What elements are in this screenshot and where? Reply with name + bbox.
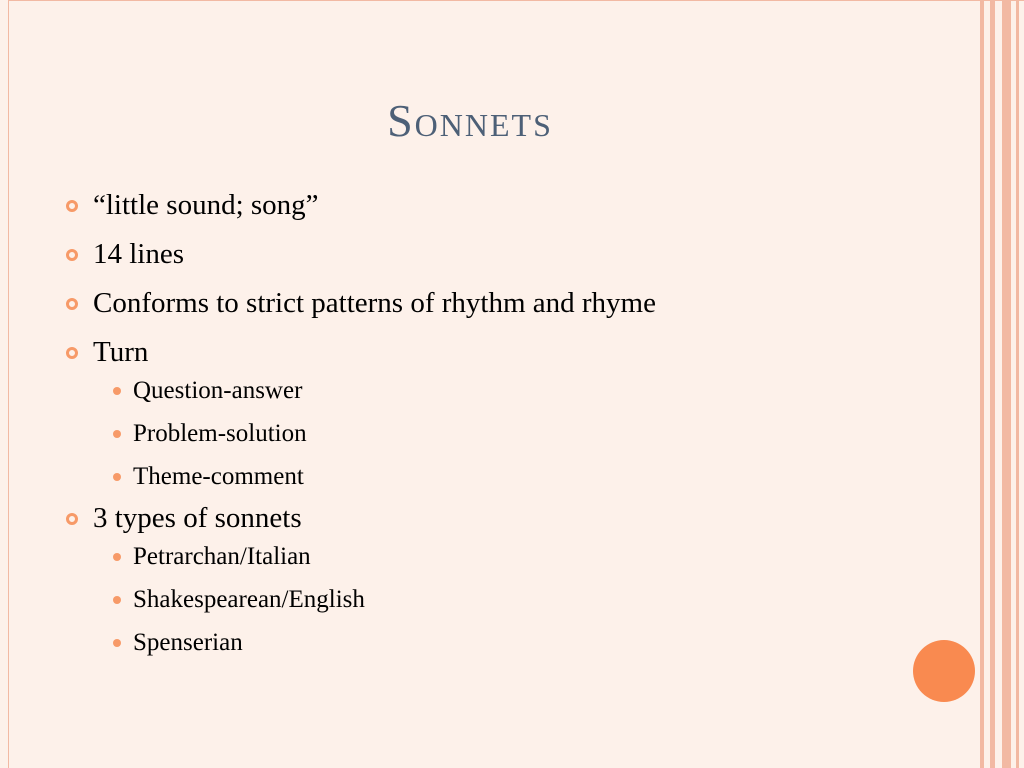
sub-bullet-text: Shakespearean/English [133, 586, 365, 613]
stripe [1002, 0, 1011, 768]
sub-bullet-text: Spenserian [133, 629, 243, 656]
dot-bullet-icon [113, 430, 121, 438]
ring-bullet-icon [66, 513, 78, 525]
ring-bullet-icon [66, 200, 78, 212]
sub-bullet-item [93, 419, 926, 449]
dot-bullet-icon [113, 553, 121, 561]
sub-bullet-item [93, 542, 926, 572]
decorative-circle [913, 640, 975, 702]
stripe [1016, 0, 1019, 768]
sub-bullet-item [93, 585, 926, 615]
bullet-item [66, 286, 926, 320]
bullet-item [66, 188, 926, 222]
sub-bullet-text: Question-answer [133, 377, 303, 404]
bullet-text: Conforms to strict patterns of rhythm and rhyme [93, 287, 656, 319]
sub-bullet-item [93, 628, 926, 658]
ring-bullet-icon [66, 347, 78, 359]
slide-title: Sonnets [387, 95, 553, 146]
bullet-text: 3 types of sonnets [93, 502, 302, 534]
bullet-list [66, 188, 926, 667]
bullet-item [66, 501, 926, 658]
dot-bullet-icon [113, 387, 121, 395]
ring-bullet-icon [66, 298, 78, 310]
stripe [990, 0, 995, 768]
sub-bullet-list [93, 542, 926, 658]
bullet-item [66, 237, 926, 271]
bullet-item [66, 335, 926, 492]
bullet-text: “little sound; song” [93, 189, 319, 221]
stripe [980, 0, 984, 768]
sub-bullet-text: Petrarchan/Italian [133, 543, 311, 570]
sub-bullet-text: Theme-comment [133, 463, 304, 490]
decorative-stripes [978, 0, 1024, 768]
slide-top-border [8, 0, 1024, 1]
sub-bullet-list [93, 376, 926, 492]
ring-bullet-icon [66, 249, 78, 261]
sub-bullet-item [93, 462, 926, 492]
bullet-text: Turn [93, 336, 149, 368]
dot-bullet-icon [113, 639, 121, 647]
dot-bullet-icon [113, 473, 121, 481]
sub-bullet-text: Problem-solution [133, 420, 307, 447]
sub-bullet-item [93, 376, 926, 406]
bullet-text: 14 lines [93, 238, 185, 270]
dot-bullet-icon [113, 596, 121, 604]
